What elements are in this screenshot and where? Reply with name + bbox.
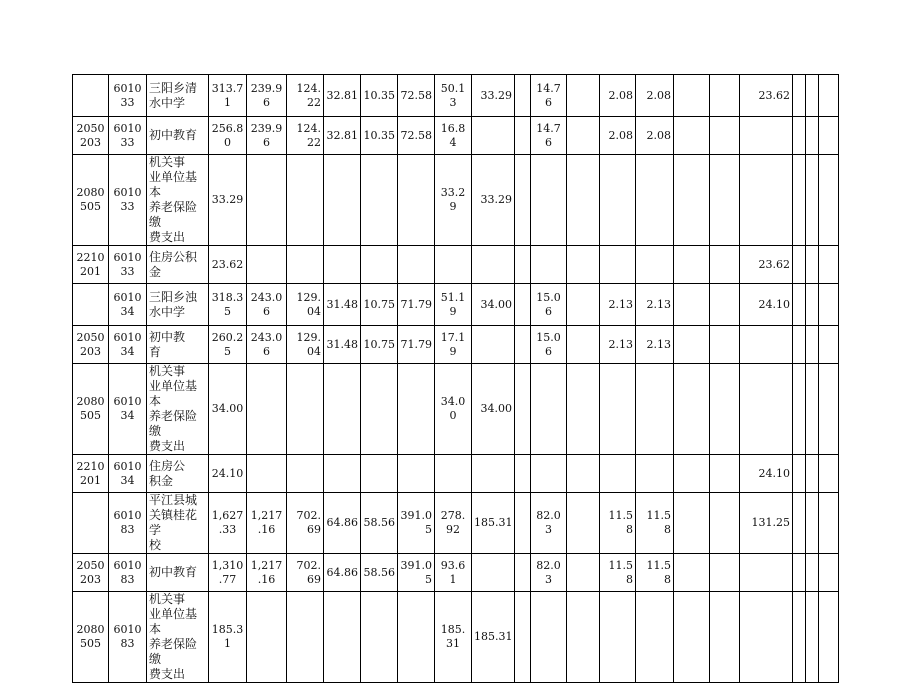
table-cell-c8 <box>472 326 515 364</box>
table-cell-c14 <box>674 284 710 326</box>
table-cell-c17 <box>793 554 806 592</box>
table-cell-c17 <box>793 592 806 683</box>
table-cell-c9 <box>515 155 531 246</box>
table-cell-c4 <box>324 592 361 683</box>
table-cell-sub: 6010 34 <box>109 326 147 364</box>
table-cell-c7: 185. 31 <box>435 592 472 683</box>
table-cell-c11 <box>567 155 600 246</box>
table-cell-c18 <box>806 592 819 683</box>
table-cell-c5: 10.35 <box>361 75 398 117</box>
table-cell-c17 <box>793 364 806 455</box>
table-cell-c8: 33.29 <box>472 75 515 117</box>
table-cell-c10: 82.0 3 <box>531 554 567 592</box>
table-cell-c12: 11.5 8 <box>600 493 636 554</box>
table-cell-c2 <box>247 364 287 455</box>
table-cell-name: 初中教育 <box>147 117 209 155</box>
table-cell-c11 <box>567 455 600 493</box>
table-cell-c4 <box>324 155 361 246</box>
table-cell-name: 初中教育 <box>147 554 209 592</box>
table-row <box>73 117 839 155</box>
table-cell-code <box>73 493 109 554</box>
table-cell-c15 <box>710 554 740 592</box>
table-cell-c2: 239.9 6 <box>247 117 287 155</box>
table-cell-c9 <box>515 326 531 364</box>
table-cell-c5: 10.75 <box>361 326 398 364</box>
table-cell-c7 <box>435 246 472 284</box>
table-cell-c18 <box>806 493 819 554</box>
table-cell-c17 <box>793 75 806 117</box>
table-cell-c5: 10.75 <box>361 284 398 326</box>
table-cell-code: 2080 505 <box>73 364 109 455</box>
table-cell-c2 <box>247 155 287 246</box>
table-cell-c2: 1,217 .16 <box>247 493 287 554</box>
table-cell-c11 <box>567 493 600 554</box>
table-cell-c16: 24.10 <box>740 284 793 326</box>
table-cell-c14 <box>674 493 710 554</box>
table-cell-c4 <box>324 246 361 284</box>
table-cell-c18 <box>806 246 819 284</box>
table-cell-sub: 6010 83 <box>109 493 147 554</box>
table-cell-c4 <box>324 364 361 455</box>
table-cell-c19 <box>819 75 839 117</box>
table-cell-c1: 1,627 .33 <box>209 493 247 554</box>
table-cell-c3: 129. 04 <box>287 284 324 326</box>
table-cell-c7: 33.2 9 <box>435 155 472 246</box>
table-cell-c7: 51.1 9 <box>435 284 472 326</box>
table-cell-c19 <box>819 455 839 493</box>
table-cell-c7: 34.0 0 <box>435 364 472 455</box>
table-cell-sub: 6010 33 <box>109 246 147 284</box>
table-cell-c10 <box>531 155 567 246</box>
table-cell-code: 2080 505 <box>73 592 109 683</box>
table-cell-c17 <box>793 246 806 284</box>
table-cell-c9 <box>515 117 531 155</box>
table-cell-c3 <box>287 155 324 246</box>
table-cell-c19 <box>819 246 839 284</box>
table-cell-code: 2210 201 <box>73 455 109 493</box>
table-cell-c6: 72.58 <box>398 75 435 117</box>
table-cell-sub: 6010 34 <box>109 364 147 455</box>
table-cell-c19 <box>819 592 839 683</box>
table-cell-c5 <box>361 364 398 455</box>
table-cell-c4: 31.48 <box>324 284 361 326</box>
table-cell-c15 <box>710 364 740 455</box>
table-cell-c11 <box>567 284 600 326</box>
table-cell-c9 <box>515 455 531 493</box>
table-cell-c13 <box>636 592 674 683</box>
table-cell-c9 <box>515 246 531 284</box>
table-cell-code: 2050 203 <box>73 554 109 592</box>
table-cell-name: 机关事 业单位基本 养老保险缴 费支出 <box>147 592 209 683</box>
table-row <box>73 364 839 455</box>
table-cell-c2: 243.0 6 <box>247 326 287 364</box>
table-cell-c3 <box>287 455 324 493</box>
table-cell-c5 <box>361 246 398 284</box>
table-cell-c2 <box>247 246 287 284</box>
table-cell-c18 <box>806 364 819 455</box>
table-cell-c7 <box>435 455 472 493</box>
table-cell-c9 <box>515 493 531 554</box>
table-cell-c11 <box>567 554 600 592</box>
table-cell-c18 <box>806 284 819 326</box>
table-cell-c7: 50.1 3 <box>435 75 472 117</box>
table-cell-name: 机关事 业单位基本 养老保险缴 费支出 <box>147 155 209 246</box>
table-cell-c18 <box>806 117 819 155</box>
table-cell-c19 <box>819 155 839 246</box>
table-cell-c19 <box>819 554 839 592</box>
table-cell-c6 <box>398 592 435 683</box>
table-cell-c11 <box>567 592 600 683</box>
table-cell-c17 <box>793 455 806 493</box>
table-cell-c3 <box>287 246 324 284</box>
table-cell-sub: 6010 33 <box>109 155 147 246</box>
table-cell-c1: 318.3 5 <box>209 284 247 326</box>
table-cell-c10 <box>531 364 567 455</box>
table-cell-c6 <box>398 364 435 455</box>
table-cell-c13 <box>636 455 674 493</box>
table-cell-c5: 58.56 <box>361 493 398 554</box>
table-cell-c17 <box>793 493 806 554</box>
table-cell-c19 <box>819 326 839 364</box>
table-cell-c18 <box>806 75 819 117</box>
table-cell-c16 <box>740 364 793 455</box>
table-row <box>73 75 839 117</box>
table-cell-c1: 34.00 <box>209 364 247 455</box>
table-cell-c5: 10.35 <box>361 117 398 155</box>
table-cell-c13: 11.5 8 <box>636 554 674 592</box>
table-cell-c8: 185.31 <box>472 592 515 683</box>
table-cell-c12: 2.08 <box>600 117 636 155</box>
table-cell-c13 <box>636 246 674 284</box>
table-cell-c14 <box>674 326 710 364</box>
table-row <box>73 284 839 326</box>
table-cell-sub: 6010 33 <box>109 75 147 117</box>
table-row <box>73 326 839 364</box>
table-cell-sub: 6010 83 <box>109 554 147 592</box>
table-cell-c4: 64.86 <box>324 493 361 554</box>
table-cell-c3 <box>287 364 324 455</box>
table-cell-c11 <box>567 364 600 455</box>
table-cell-c14 <box>674 117 710 155</box>
table-cell-c16 <box>740 155 793 246</box>
table-cell-c8: 33.29 <box>472 155 515 246</box>
table-cell-c5 <box>361 155 398 246</box>
table-cell-code: 2210 201 <box>73 246 109 284</box>
table-cell-c8: 34.00 <box>472 364 515 455</box>
table-cell-c1: 256.8 0 <box>209 117 247 155</box>
budget-expenditure-table <box>72 74 839 683</box>
table-cell-c14 <box>674 246 710 284</box>
table-cell-name: 初中教 育 <box>147 326 209 364</box>
table-cell-c1: 23.62 <box>209 246 247 284</box>
table-cell-c9 <box>515 364 531 455</box>
table-cell-c14 <box>674 455 710 493</box>
table-cell-c3: 124. 22 <box>287 75 324 117</box>
table-cell-c14 <box>674 592 710 683</box>
table-cell-c10: 82.0 3 <box>531 493 567 554</box>
table-cell-c11 <box>567 75 600 117</box>
table-cell-c19 <box>819 493 839 554</box>
table-cell-c6 <box>398 455 435 493</box>
table-cell-c17 <box>793 284 806 326</box>
table-cell-c1: 1,310 .77 <box>209 554 247 592</box>
table-cell-c1: 313.7 1 <box>209 75 247 117</box>
table-cell-c6: 391.0 5 <box>398 493 435 554</box>
table-cell-c16 <box>740 326 793 364</box>
table-cell-c16 <box>740 592 793 683</box>
table-cell-c12: 2.08 <box>600 75 636 117</box>
table-cell-c3: 702. 69 <box>287 493 324 554</box>
table-cell-c11 <box>567 326 600 364</box>
table-cell-name: 平江县城 关镇桂花学 校 <box>147 493 209 554</box>
table-cell-name: 三阳乡浊 水中学 <box>147 284 209 326</box>
table-row <box>73 455 839 493</box>
table-cell-c12 <box>600 246 636 284</box>
table-cell-c8 <box>472 554 515 592</box>
table-cell-c8: 34.00 <box>472 284 515 326</box>
table-row <box>73 592 839 683</box>
table-cell-c17 <box>793 117 806 155</box>
table-cell-c12 <box>600 592 636 683</box>
table-cell-c18 <box>806 326 819 364</box>
table-cell-c13: 2.08 <box>636 117 674 155</box>
table-cell-c16: 23.62 <box>740 246 793 284</box>
table-cell-c9 <box>515 592 531 683</box>
table-cell-c9 <box>515 554 531 592</box>
table-cell-c1: 185.3 1 <box>209 592 247 683</box>
table-cell-c1: 24.10 <box>209 455 247 493</box>
table-cell-c13 <box>636 364 674 455</box>
table-cell-c7: 17.1 9 <box>435 326 472 364</box>
table-cell-c12 <box>600 364 636 455</box>
table-cell-c2 <box>247 455 287 493</box>
table-cell-sub: 6010 34 <box>109 455 147 493</box>
table-cell-c3: 702. 69 <box>287 554 324 592</box>
table-cell-c15 <box>710 284 740 326</box>
table-cell-c15 <box>710 75 740 117</box>
table-cell-c16: 24.10 <box>740 455 793 493</box>
table-cell-sub: 6010 83 <box>109 592 147 683</box>
table-cell-c1: 260.2 5 <box>209 326 247 364</box>
table-cell-c13: 2.08 <box>636 75 674 117</box>
table-cell-c15 <box>710 155 740 246</box>
table-row <box>73 155 839 246</box>
table-cell-c18 <box>806 554 819 592</box>
table-cell-c14 <box>674 364 710 455</box>
table-cell-c3: 129. 04 <box>287 326 324 364</box>
table-cell-c6: 71.79 <box>398 284 435 326</box>
table-cell-c16: 131.25 <box>740 493 793 554</box>
table-cell-c8: 185.31 <box>472 493 515 554</box>
table-cell-c14 <box>674 75 710 117</box>
table-cell-c11 <box>567 246 600 284</box>
table-cell-c16 <box>740 117 793 155</box>
table-cell-c3 <box>287 592 324 683</box>
table-cell-c3: 124. 22 <box>287 117 324 155</box>
table-cell-c15 <box>710 455 740 493</box>
table-cell-c8 <box>472 246 515 284</box>
table-cell-c14 <box>674 554 710 592</box>
table-cell-code: 2050 203 <box>73 117 109 155</box>
table-cell-c6 <box>398 246 435 284</box>
table-cell-c2: 239.9 6 <box>247 75 287 117</box>
table-cell-sub: 6010 33 <box>109 117 147 155</box>
table-cell-c6: 71.79 <box>398 326 435 364</box>
table-cell-name: 住房公积金 <box>147 246 209 284</box>
table-cell-c18 <box>806 155 819 246</box>
table-cell-c8 <box>472 117 515 155</box>
table-cell-c16: 23.62 <box>740 75 793 117</box>
table-cell-c15 <box>710 326 740 364</box>
table-cell-c5: 58.56 <box>361 554 398 592</box>
table-cell-c4: 31.48 <box>324 326 361 364</box>
table-cell-c12 <box>600 455 636 493</box>
table-cell-c13: 11.5 8 <box>636 493 674 554</box>
table-cell-c19 <box>819 364 839 455</box>
table-cell-c11 <box>567 117 600 155</box>
table-cell-c10 <box>531 246 567 284</box>
table-cell-c13: 2.13 <box>636 284 674 326</box>
table-row <box>73 246 839 284</box>
table-cell-c2: 243.0 6 <box>247 284 287 326</box>
table-cell-c9 <box>515 75 531 117</box>
table-cell-c15 <box>710 493 740 554</box>
table-cell-c4 <box>324 455 361 493</box>
table-cell-c13 <box>636 155 674 246</box>
table-cell-c14 <box>674 155 710 246</box>
table-cell-c18 <box>806 455 819 493</box>
table-cell-c2: 1,217 .16 <box>247 554 287 592</box>
table-cell-c12: 2.13 <box>600 284 636 326</box>
table-cell-c12: 11.5 8 <box>600 554 636 592</box>
table-cell-c1: 33.29 <box>209 155 247 246</box>
table-cell-c9 <box>515 284 531 326</box>
table-cell-code <box>73 284 109 326</box>
table-cell-c10: 14.7 6 <box>531 75 567 117</box>
table-cell-c17 <box>793 326 806 364</box>
table-cell-c10: 15.0 6 <box>531 326 567 364</box>
table-cell-c15 <box>710 117 740 155</box>
table-cell-code: 2050 203 <box>73 326 109 364</box>
table-cell-c7: 278. 92 <box>435 493 472 554</box>
table-cell-c4: 64.86 <box>324 554 361 592</box>
table-cell-c12 <box>600 155 636 246</box>
table-cell-c6: 391.0 5 <box>398 554 435 592</box>
table-cell-c6 <box>398 155 435 246</box>
table-cell-c7: 93.6 1 <box>435 554 472 592</box>
table-cell-c15 <box>710 592 740 683</box>
table-cell-c4: 32.81 <box>324 75 361 117</box>
table-cell-c7: 16.8 4 <box>435 117 472 155</box>
table-cell-c8 <box>472 455 515 493</box>
table-cell-name: 机关事 业单位基本 养老保险缴 费支出 <box>147 364 209 455</box>
table-cell-c10 <box>531 592 567 683</box>
table-cell-c4: 32.81 <box>324 117 361 155</box>
table-cell-sub: 6010 34 <box>109 284 147 326</box>
table-cell-c12: 2.13 <box>600 326 636 364</box>
table-cell-code <box>73 75 109 117</box>
table-cell-c19 <box>819 117 839 155</box>
table-cell-c10: 14.7 6 <box>531 117 567 155</box>
table-cell-name: 住房公 积金 <box>147 455 209 493</box>
table-cell-c16 <box>740 554 793 592</box>
table-cell-c10: 15.0 6 <box>531 284 567 326</box>
table-cell-c2 <box>247 592 287 683</box>
table-row <box>73 493 839 554</box>
table-cell-name: 三阳乡清 水中学 <box>147 75 209 117</box>
table-cell-c5 <box>361 455 398 493</box>
table-cell-code: 2080 505 <box>73 155 109 246</box>
table-row <box>73 554 839 592</box>
table-cell-c13: 2.13 <box>636 326 674 364</box>
table-cell-c15 <box>710 246 740 284</box>
table-cell-c6: 72.58 <box>398 117 435 155</box>
table-cell-c5 <box>361 592 398 683</box>
table-cell-c17 <box>793 155 806 246</box>
table-cell-c19 <box>819 284 839 326</box>
table-cell-c10 <box>531 455 567 493</box>
